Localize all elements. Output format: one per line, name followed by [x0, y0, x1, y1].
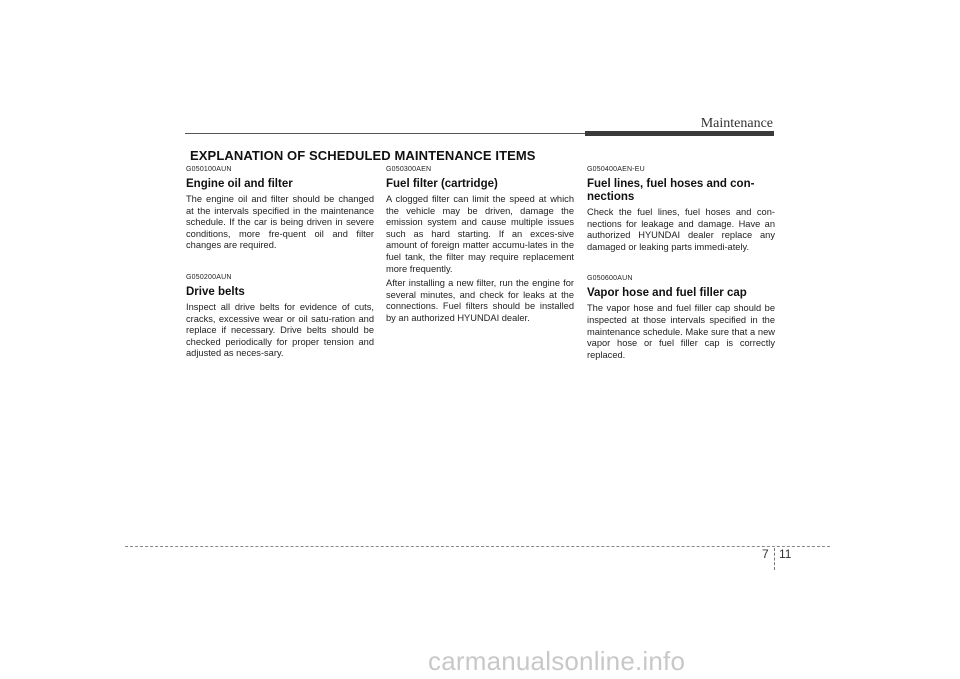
item-code: G050400AEN-EU [587, 166, 645, 173]
item-heading: Drive belts [186, 285, 245, 298]
maintenance-item-engine-oil [186, 166, 374, 252]
item-paragraph: A clogged filter can limit the speed at which the vehicle may be driven, damage the emission system and cause multiple issues such as hard starting. If an exces-sive amount of foreign matter accumu-lates in the fuel tank, the filter may require replacement more frequently. [386, 194, 574, 274]
maintenance-item-fuel-filter [386, 166, 574, 325]
item-paragraph: The vapor hose and fuel filler cap should be inspected at those intervals specified in the maintenance schedule. Make sure that a new vapor hose or fuel filler cap is correctly replaced. [587, 303, 775, 360]
item-paragraph: Inspect all drive belts for evidence of cuts, cracks, excessive wear or oil satu-ration and replace if necessary. Drive belts should be checked periodically for proper tension and adjusted as neces-sary. [186, 301, 374, 359]
item-code: G050200AUN [186, 273, 232, 281]
footer-dashed-rule [125, 546, 830, 547]
maintenance-item-vapor-hose [587, 275, 775, 361]
maintenance-item-drive-belts [186, 274, 374, 360]
item-code: G050300AEN [386, 166, 432, 173]
watermark: carmanualsonline.info [428, 646, 686, 676]
item-code: G050100AUN [186, 166, 232, 173]
item-heading: Engine oil and filter [186, 178, 293, 190]
page-chapter-number: 7 [762, 547, 769, 561]
item-paragraph: The engine oil and filter should be changed at the intervals specified in the maintenance schedule. If the car is being driven in severe conditions, more fre-quent oil and filter changes are required. [186, 194, 374, 251]
page-number-separator [774, 548, 775, 570]
item-heading: Fuel lines, fuel hoses and con-nections [587, 178, 755, 203]
header-title: Maintenance [700, 116, 773, 131]
page-number: 11 [779, 547, 792, 561]
item-paragraph: After installing a new filter, run the engine for several minutes, and check for leaks at the connections. Fuel filters should be installed by an authorized HYUNDAI dealer. [386, 278, 574, 323]
column-3 [587, 166, 775, 383]
item-code: G050600AUN [587, 275, 633, 283]
section-title: EXPLANATION OF SCHEDULED MAINTENANCE ITEMS [190, 148, 536, 163]
maintenance-item-fuel-lines [587, 166, 775, 253]
column-1 [186, 166, 374, 382]
header-rule-thin [185, 133, 585, 134]
item-heading: Vapor hose and fuel filler cap [587, 287, 747, 300]
item-heading: Fuel filter (cartridge) [386, 178, 498, 190]
item-paragraph: Check the fuel lines, fuel hoses and con-nections for leakage and damage. Have an authorized HYUNDAI dealer replace any damaged or leaking parts immedi-ately. [587, 207, 775, 252]
header-rule-thick [585, 131, 774, 136]
column-2 [386, 166, 574, 347]
